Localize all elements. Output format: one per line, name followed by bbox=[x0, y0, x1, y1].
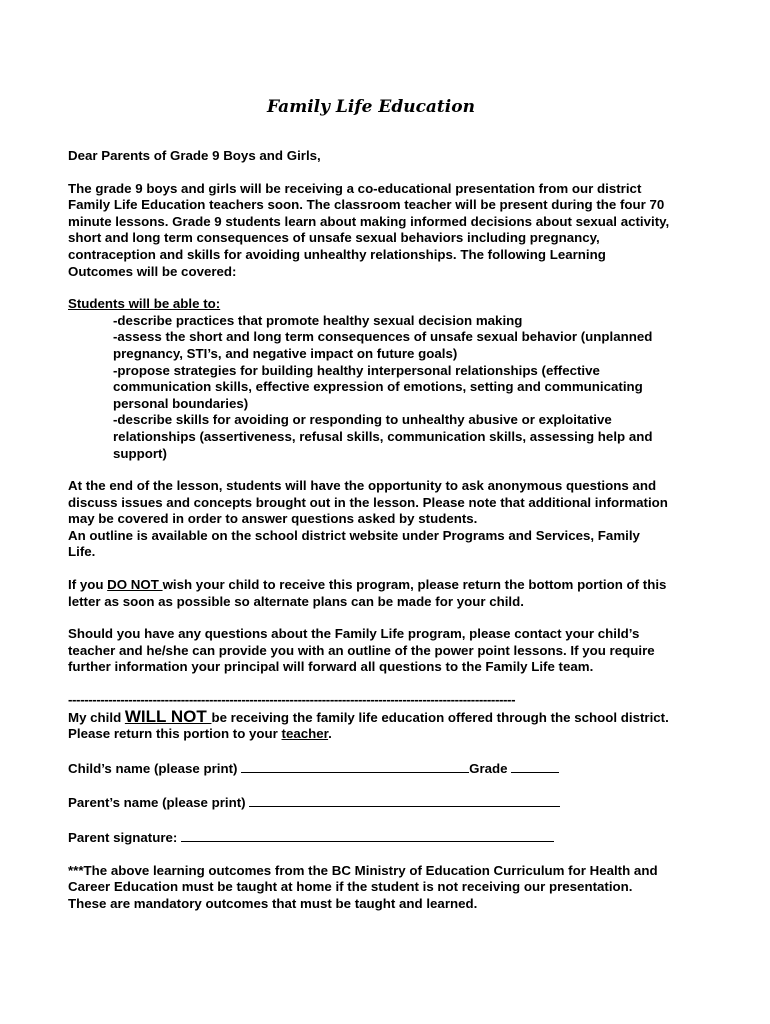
return-slip-line2-prefix: Please return this portion to your bbox=[68, 726, 282, 742]
will-not-emphasis: WILL NOT bbox=[124, 706, 212, 726]
outcome-line: support) bbox=[113, 445, 167, 461]
intro-paragraph bbox=[68, 181, 708, 281]
outcome-line: -describe skills for avoiding or responding to unhealthy abusive or exploitative bbox=[113, 412, 612, 428]
outcome-line: pregnancy, STI’s, and negative impact on future goals) bbox=[113, 345, 458, 361]
letter-content bbox=[68, 96, 708, 912]
return-slip-line2 bbox=[68, 726, 708, 743]
teacher-word: teacher bbox=[281, 726, 329, 742]
do-not-emphasis: DO NOT bbox=[107, 577, 163, 593]
signature-row bbox=[68, 828, 708, 847]
opt-out-line bbox=[68, 577, 708, 594]
opt-out-line1-rest: wish your child to receive this program, please return the bottom portion of this bbox=[162, 577, 667, 593]
footer-note-line: Career Education must be taught at home if the student is not receiving our presentation. bbox=[68, 879, 633, 895]
parent-name-row bbox=[68, 793, 708, 812]
salutation: Dear Parents of Grade 9 Boys and Girls, bbox=[68, 148, 321, 163]
opt-out-prefix: If you bbox=[68, 577, 108, 593]
page-title: Family Life Education bbox=[267, 97, 475, 117]
questions-line: Should you have any questions about the Family Life program, please contact your child’s bbox=[68, 626, 640, 642]
outcomes-heading: Students will be able to: bbox=[68, 296, 221, 312]
signature-label: Parent signature: bbox=[68, 830, 182, 845]
return-slip-prefix: My child bbox=[68, 709, 125, 725]
intro-line: short and long term consequences of unsafe sexual behaviors including pregnancy, bbox=[68, 230, 600, 246]
outcome-line: communication skills, effective expression of emotions, setting and communicating bbox=[113, 379, 643, 395]
end-of-lesson-line: Life. bbox=[68, 544, 96, 560]
outcome-line: -propose strategies for building healthy interpersonal relationships (effective bbox=[113, 362, 600, 378]
outcome-line: -describe practices that promote healthy sexual decision making bbox=[113, 312, 523, 328]
end-of-lesson-line: An outline is available on the school district website under Programs and Services, Family bbox=[68, 527, 640, 543]
outcomes-list bbox=[68, 313, 708, 462]
questions-paragraph bbox=[68, 626, 708, 676]
intro-line: The grade 9 boys and girls will be receiving a co-educational presentation from our district bbox=[68, 180, 642, 196]
questions-line: teacher and he/she can provide you with an outline of the power point lessons. If you require bbox=[68, 642, 655, 658]
grade-field[interactable] bbox=[511, 759, 559, 773]
outcome-line: relationships (assertiveness, refusal skills, communication skills, assessing help and bbox=[113, 428, 653, 444]
return-slip-line1 bbox=[68, 706, 708, 727]
outcome-line: personal boundaries) bbox=[113, 395, 249, 411]
child-name-label: Child’s name (please print) bbox=[68, 760, 242, 776]
opt-out-line2: letter as soon as possible so alternate plans can be made for your child. bbox=[68, 593, 524, 609]
parent-signature-field[interactable] bbox=[181, 828, 554, 842]
intro-line: Outcomes will be covered: bbox=[68, 263, 237, 279]
return-slip-line2-suffix: . bbox=[328, 726, 332, 742]
questions-line: further information your principal will forward all questions to the Family Life team. bbox=[68, 659, 594, 675]
opt-out-paragraph bbox=[68, 577, 708, 610]
end-of-lesson-line: At the end of the lesson, students will have the opportunity to ask anonymous questions and bbox=[68, 478, 657, 494]
intro-line: minute lessons. Grade 9 students learn about making informed decisions about sexual activity, bbox=[68, 213, 670, 229]
footer-note-line: These are mandatory outcomes that must be taught and learned. bbox=[68, 895, 478, 911]
end-of-lesson-paragraph bbox=[68, 478, 708, 561]
end-of-lesson-line: discuss issues and concepts brought out in the lesson. Please note that additional information bbox=[68, 494, 668, 510]
parent-name-label: Parent’s name (please print) bbox=[68, 795, 250, 811]
return-slip bbox=[68, 706, 708, 743]
footer-note bbox=[68, 863, 708, 913]
intro-line: contraception and skills for avoiding unhealthy relationships. The following Learning bbox=[68, 246, 606, 262]
child-name-row bbox=[68, 759, 708, 778]
tear-off-line: --------------------------------------------------------------------------------------------------------------- bbox=[68, 692, 516, 708]
child-name-field[interactable] bbox=[241, 759, 469, 773]
outcome-line: -assess the short and long term consequences of unsafe sexual behavior (unplanned bbox=[113, 329, 653, 345]
intro-line: Family Life Education teachers soon. The classroom teacher will be present during the four 70 bbox=[68, 197, 665, 213]
end-of-lesson-line: may be covered in order to answer questions asked by students. bbox=[68, 511, 478, 527]
return-slip-line1-rest: be receiving the family life education offered through the school district. bbox=[211, 709, 669, 725]
parent-name-field[interactable] bbox=[249, 793, 560, 807]
grade-label: Grade bbox=[469, 760, 512, 776]
footer-note-line: ***The above learning outcomes from the BC Ministry of Education Curriculum for Health and bbox=[68, 862, 658, 878]
